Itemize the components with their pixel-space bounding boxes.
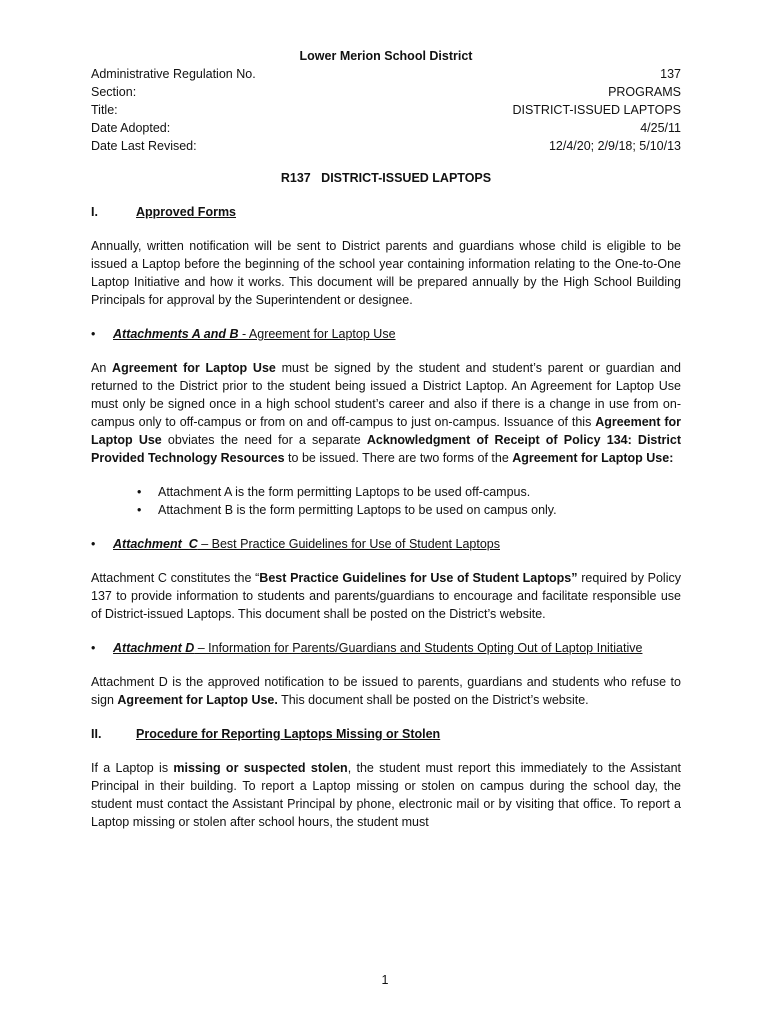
paragraph: Annually, written notification will be sent to District parents and guardians whose child is eligible to be issued a Laptop before the beginning of the school year containing information relating to the One-to-One Laptop Initiative and how it works. This document will be prepared annually by the High School Building Principals for approval by the Superintendent or designee. [91, 239, 681, 307]
meta-value: DISTRICT-ISSUED LAPTOPS [512, 103, 681, 117]
section-heading [91, 725, 681, 743]
paragraph: Attachment D is the approved notification to be issued to parents, guardians and students who refuse to sign Agreement for Laptop Use. This document shall be posted on the District’s website. [91, 675, 681, 707]
meta-label: Title: [91, 103, 118, 117]
meta-label: Date Last Revised: [91, 139, 197, 153]
regulation-meta [91, 65, 681, 155]
list-item: • Attachment B is the form permitting Laptops to be used on campus only. [137, 503, 557, 517]
meta-value: 4/25/11 [640, 121, 681, 135]
paragraph: An Agreement for Laptop Use must be signed by the student and student’s parent or guardian and returned to the District prior to the student being issued a District Laptop. An Agreement for Laptop Use must only be signed once in a high school student’s career and also if there is a change in use from on-campus only to off-campus or from on and off-campus to just on-campus. Issuance of this Agreement for Laptop Use obviates the need for a separate Acknowledgment of Receipt of Policy 134: District Provided Technology Resources to be issued. There are two forms of the Agreement for Laptop Use: [91, 361, 682, 465]
meta-row [91, 65, 681, 83]
meta-row [91, 83, 681, 101]
section-number: I. [91, 205, 98, 219]
bullet-icon: • [137, 485, 142, 499]
list-item: • Attachment A is the form permitting Laptops to be used off-campus. [137, 485, 531, 499]
district-name: Lower Merion School District [299, 49, 473, 63]
meta-value: PROGRAMS [608, 85, 681, 99]
meta-label: Date Adopted: [91, 121, 171, 135]
bullet-icon: • [91, 327, 96, 341]
paragraph: Attachment C constitutes the “Best Practice Guidelines for Use of Student Laptops” required by Policy 137 to provide information to students and parents/guardians to encourage and facilitate responsible use of District-issued Laptops. This document shall be posted on the District’s website. [91, 571, 681, 621]
bullet-icon: • [137, 503, 142, 517]
meta-row [91, 101, 681, 119]
bullet-text: Attachment C – Best Practice Guidelines for Use of Student Laptops [113, 537, 500, 551]
meta-label: Administrative Regulation No. [91, 67, 256, 81]
meta-row [91, 119, 681, 137]
bullet-icon: • [91, 537, 96, 551]
meta-row [91, 137, 681, 155]
section-title: Approved Forms [136, 205, 237, 219]
document-title: R137 DISTRICT-ISSUED LAPTOPS [280, 171, 492, 185]
bullet-text: Attachments A and B - Agreement for Laptop Use [113, 327, 396, 341]
bullet-text: Attachment D – Information for Parents/Guardians and Students Opting Out of Laptop Initiative [113, 641, 643, 655]
sub-bullet-list [137, 483, 681, 519]
page-number: 1 [381, 973, 389, 987]
bullet-item [91, 325, 681, 343]
document-page [91, 47, 681, 847]
section-heading [91, 203, 681, 221]
section-title: Procedure for Reporting Laptops Missing or Stolen [136, 727, 441, 741]
bullet-icon: • [91, 641, 96, 655]
bullet-item [91, 535, 681, 553]
section-number: II. [91, 727, 102, 741]
meta-value: 137 [660, 67, 681, 81]
meta-label: Section: [91, 85, 137, 99]
bullet-item [91, 639, 681, 657]
meta-value: 12/4/20; 2/9/18; 5/10/13 [548, 139, 681, 153]
paragraph: If a Laptop is missing or suspected stolen, the student must report this immediately to the Assistant Principal in their building. To report a Laptop missing or stolen on campus during the school day, the student must contact the Assistant Principal by phone, electronic mail or by visiting that office. To report a Laptop missing or stolen after school hours, the student must [91, 761, 681, 829]
